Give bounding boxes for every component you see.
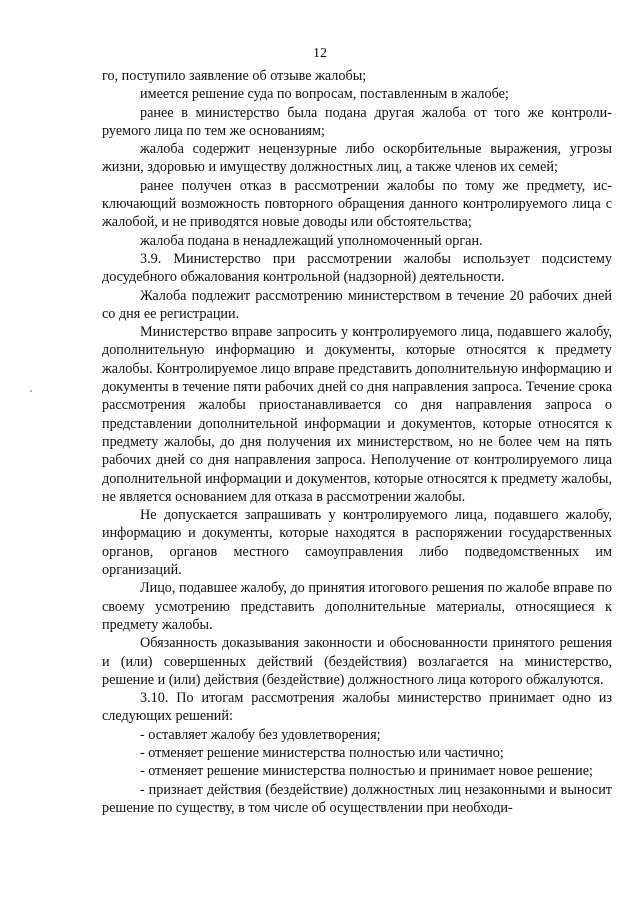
paragraph: Лицо, подавшее жалобу, до принятия итогового решения по жалобе вправе по своему усмотрению представить дополнительные материалы, относящиеся к предмету жалобы.: [102, 580, 612, 633]
paragraph: Не допускается запрашивать у контролируемого лица, подавшего жалобу, информацию и документы, которые находятся в распоряжении государственных органов, органов местного самоуправления либо подведомственных им организаций.: [102, 507, 612, 579]
paragraph: ранее получен отказ в рассмотрении жалобы по тому же предмету, исключающий возможность повторного обращения данного контролируемого лица с жалобой, и не приводятся новые доводы или обстоятельства;: [102, 177, 612, 231]
page-number: 12: [313, 46, 327, 61]
list-item: - отменяет решение министерства полностью и принимает новое решение;: [140, 763, 593, 780]
paragraph: Жалоба подлежит рассмотрению министерством в течение 20 рабочих дней со дня ее регистрации.: [102, 287, 612, 322]
list-item: - отменяет решение министерства полностью или частично;: [140, 744, 504, 761]
paragraph: 3.10. По итогам рассмотрения жалобы министерство принимает одно из следующих решений:: [102, 690, 612, 725]
document-body: [102, 67, 612, 817]
paragraph: Министерство вправе запросить у контролируемого лица, подавшего жалобу, дополнительную информацию и документы, которые относятся к предмету жалобы. Контролируемое лицо вправе представить дополнительную информацию и документы в течение пяти рабочих дней со дня направления запроса. Течение срока рассмотрения жалобы приостанавливается со дня направления запроса о представлении дополнительной информации и документов, которые относятся к предмету жалобы, до дня получения их министерством, но не более чем на пять рабочих дней со дня направления запроса. Неполучение от контролируемого лица дополнительной информации и документов, которые относятся к предмету жалобы, не является основанием для отказа в рассмотрении жалобы.: [102, 324, 612, 505]
paragraph: го, поступило заявление об отзыве жалобы;: [102, 68, 367, 84]
paragraph: ранее в министерство была подана другая жалоба от того же контролируемого лица по тем же основаниям;: [102, 104, 612, 139]
list-item: - оставляет жалобу без удовлетворения;: [140, 726, 381, 743]
paragraph: 3.9. Министерство при рассмотрении жалобы использует подсистему досудебного обжалования контрольной (надзорной) деятельности.: [102, 250, 612, 286]
list-item: - признает действия (бездействие) должностных лиц незаконными и выносит решение по существу, в том числе об осуществлении при необходи-: [102, 781, 612, 816]
scan-speck: [30, 390, 32, 392]
paragraph: Обязанность доказывания законности и обоснованности принятого решения и (или) совершенных действий (бездействия) возлагается на министерство, решение и (или) действия (бездействие) должностного лица которого обжалуются.: [102, 635, 612, 688]
paragraph: имеется решение суда по вопросам, поставленным в жалобе;: [140, 86, 509, 103]
paragraph: жалоба содержит нецензурные либо оскорбительные выражения, угрозы жизни, здоровью и имуществу должностных лиц, а также членов их семей;: [102, 141, 612, 176]
paragraph: жалоба подана в ненадлежащий уполномоченный орган.: [140, 232, 483, 249]
